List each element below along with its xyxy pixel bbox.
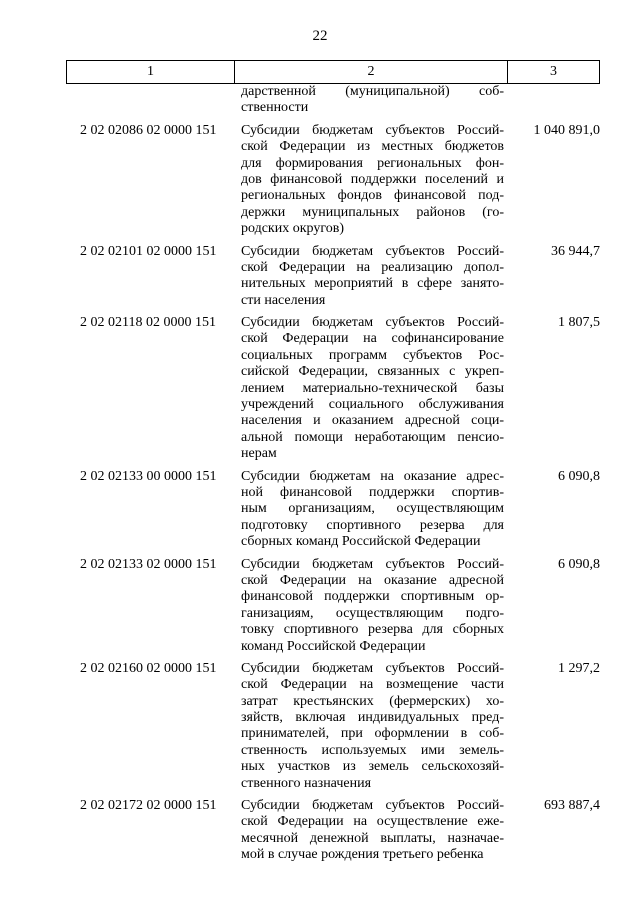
description-line: сборных команд Российской Федерации bbox=[241, 534, 481, 550]
budget-code: 2 02 02101 02 0000 151 bbox=[80, 243, 217, 259]
table-row bbox=[66, 123, 600, 238]
description-line: Субсидии бюджетам субъектов Россий- bbox=[241, 556, 504, 572]
description-line: Субсидии бюджетам субъектов Россий- bbox=[241, 122, 504, 138]
description-line: ственного назначения bbox=[241, 775, 372, 791]
description-line: товку спортивного резерва для сборных bbox=[241, 622, 504, 638]
description-line: ственность используемых ими земель- bbox=[241, 742, 504, 758]
table-row bbox=[66, 315, 600, 463]
amount-value bbox=[507, 84, 600, 117]
description-line: родских округов) bbox=[241, 221, 345, 237]
description-line: сийской Федерации, связанных с укреп- bbox=[241, 364, 504, 380]
description-line: ных участков из земель сельскохозяй- bbox=[241, 759, 504, 775]
description-line: команд Российской Федерации bbox=[241, 638, 426, 654]
amount-value: 693 887,4 bbox=[544, 798, 600, 814]
amount-value: 1 297,2 bbox=[558, 660, 600, 676]
description-line: ской Федерации на осуществление еже- bbox=[241, 814, 504, 830]
table-row bbox=[66, 244, 600, 310]
column-header-3: 3 bbox=[550, 64, 557, 79]
description-line: Субсидии бюджетам субъектов Россий- bbox=[241, 798, 504, 814]
income-description bbox=[234, 244, 507, 310]
income-description bbox=[234, 315, 507, 463]
description-line: ской Федерации на возмещение части bbox=[241, 677, 504, 693]
amount-value: 6 090,8 bbox=[558, 556, 600, 572]
income-description bbox=[234, 469, 507, 551]
amount-value: 1 807,5 bbox=[558, 315, 600, 331]
description-line: ственности bbox=[241, 100, 309, 116]
description-line: дов финансовой поддержки поселений и bbox=[241, 171, 504, 187]
description-line: региональных фондов финансовой под- bbox=[241, 188, 504, 204]
description-line: для формирования региональных фон- bbox=[241, 155, 504, 171]
table-body bbox=[66, 84, 600, 864]
description-line: ганизациям, осуществляющим подго- bbox=[241, 605, 504, 621]
column-header-1: 1 bbox=[67, 61, 235, 83]
budget-code: 2 02 02160 02 0000 151 bbox=[80, 660, 217, 676]
table-row bbox=[66, 557, 600, 655]
table-row bbox=[66, 798, 600, 864]
description-line: социальных программ субъектов Рос- bbox=[241, 347, 504, 363]
description-line: нительных мероприятий в сфере занято- bbox=[241, 276, 504, 292]
table-row bbox=[66, 84, 600, 117]
income-description bbox=[234, 557, 507, 655]
budget-code: 2 02 02086 02 0000 151 bbox=[80, 122, 217, 138]
description-line: ной финансовой поддержки спортив- bbox=[241, 484, 504, 500]
amount-value: 1 040 891,0 bbox=[533, 122, 600, 138]
budget-code bbox=[66, 84, 234, 117]
table-header bbox=[66, 60, 600, 84]
description-line: альной помощи неработающим пенсио- bbox=[241, 429, 504, 445]
description-line: Субсидии бюджетам субъектов Россий- bbox=[241, 315, 504, 331]
description-line: зяйств, включая индивидуальных пред- bbox=[241, 710, 504, 726]
description-line: ным организациям, осуществляющим bbox=[241, 501, 504, 517]
description-line: подготовку спортивного резерва для bbox=[241, 517, 504, 533]
amount-value: 6 090,8 bbox=[558, 468, 600, 484]
page-number: 22 bbox=[312, 28, 328, 44]
budget-code: 2 02 02118 02 0000 151 bbox=[80, 315, 216, 331]
description-line: Субсидии бюджетам на оказание адрес- bbox=[241, 468, 504, 484]
description-line: дарственной (муниципальной) соб- bbox=[241, 84, 504, 99]
description-line: ской Федерации на оказание адресной bbox=[241, 572, 504, 588]
income-description bbox=[234, 123, 507, 238]
description-line: ской Федерации на софинансирование bbox=[241, 331, 504, 347]
description-line: сти населения bbox=[241, 292, 326, 308]
description-line: лением материально-технической базы bbox=[241, 380, 504, 396]
description-line: учреждений социального обслуживания bbox=[241, 397, 504, 413]
description-line: держки муниципальных районов (го- bbox=[241, 204, 504, 220]
amount-value: 36 944,7 bbox=[551, 243, 600, 259]
description-line: Субсидии бюджетам субъектов Россий- bbox=[241, 243, 504, 259]
table-row bbox=[66, 469, 600, 551]
budget-code: 2 02 02133 00 0000 151 bbox=[80, 468, 217, 484]
description-line: финансовой поддержки спортивным ор- bbox=[241, 589, 504, 605]
table-row bbox=[66, 661, 600, 792]
income-description bbox=[234, 84, 507, 117]
income-description bbox=[234, 798, 507, 864]
budget-code: 2 02 02133 02 0000 151 bbox=[80, 556, 217, 572]
description-line: мой в случае рождения третьего ребенка bbox=[241, 847, 484, 863]
description-line: ской Федерации на реализацию допол- bbox=[241, 259, 504, 275]
column-header-2: 2 bbox=[235, 61, 508, 83]
description-line: Субсидии бюджетам субъектов Россий- bbox=[241, 660, 504, 676]
description-line: нерам bbox=[241, 446, 277, 462]
income-description bbox=[234, 661, 507, 792]
description-line: принимателей, при оформлении в соб- bbox=[241, 726, 504, 742]
description-line: затрат крестьянских (фермерских) хо- bbox=[241, 693, 504, 709]
budget-code: 2 02 02172 02 0000 151 bbox=[80, 798, 217, 814]
description-line: ской Федерации из местных бюджетов bbox=[241, 139, 504, 155]
description-line: населения и оказанием адресной соци- bbox=[241, 413, 504, 429]
description-line: месячной денежной выплаты, назначае- bbox=[241, 830, 504, 846]
